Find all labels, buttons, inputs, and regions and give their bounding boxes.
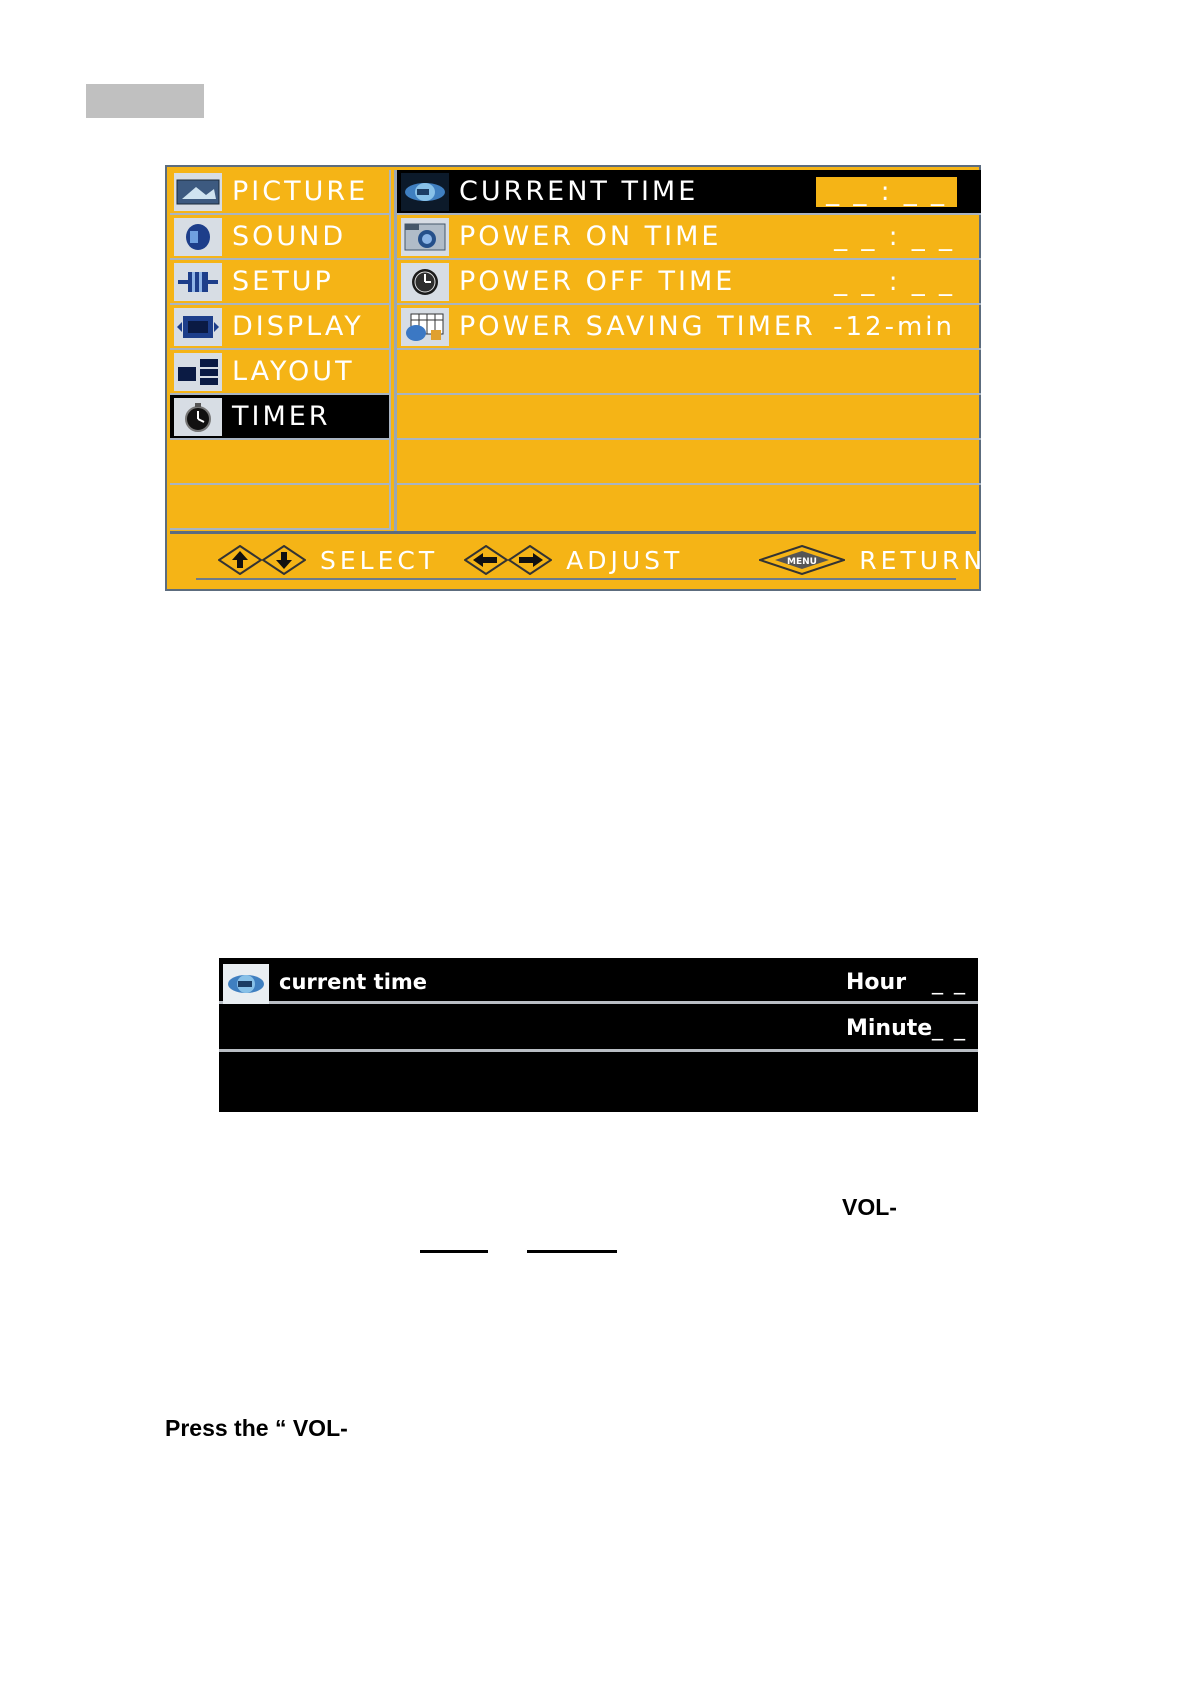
category-empty-slot xyxy=(170,440,391,485)
select-hint: SELECT xyxy=(218,545,438,575)
category-layout[interactable]: LAYOUT xyxy=(170,350,391,395)
layout-icon xyxy=(174,353,222,391)
speaker-icon xyxy=(174,218,222,256)
underline xyxy=(420,1250,488,1253)
picture-icon xyxy=(174,173,222,211)
item-empty-slot xyxy=(397,440,981,485)
minute-label: Minute xyxy=(846,1016,933,1041)
power-on-time-value[interactable]: _ _ : _ _ xyxy=(834,221,955,252)
setup-icon xyxy=(174,263,222,301)
hour-label: Hour xyxy=(846,970,907,995)
menu-key-icon xyxy=(759,545,845,575)
up-arrow-icon xyxy=(218,545,262,575)
globe-icon xyxy=(223,964,269,1004)
item-empty-slot xyxy=(397,350,981,395)
category-setup[interactable]: SETUP xyxy=(170,260,391,305)
category-sound[interactable]: SOUND xyxy=(170,215,391,260)
category-empty-slot xyxy=(170,485,391,530)
down-arrow-icon xyxy=(262,545,306,575)
return-hint: MENU RETURN xyxy=(759,545,986,575)
category-picture[interactable]: PICTURE xyxy=(170,170,391,215)
minute-row[interactable] xyxy=(219,1004,978,1052)
display-icon xyxy=(174,308,222,346)
item-empty-slot xyxy=(397,395,981,440)
category-list xyxy=(170,170,391,534)
panel-title: current time xyxy=(279,970,428,994)
hour-row[interactable] xyxy=(219,958,978,1004)
stopwatch-icon xyxy=(174,398,222,436)
vol-minus-text: VOL- xyxy=(842,1194,897,1220)
item-power-off-time[interactable]: POWER OFF TIME _ _ : _ _ xyxy=(397,260,981,305)
timer-items-list xyxy=(394,170,981,534)
current-time-panel xyxy=(219,958,978,1112)
timer-on-icon xyxy=(401,218,449,256)
underline xyxy=(527,1250,617,1253)
item-power-on-time[interactable]: POWER ON TIME _ _ : _ _ xyxy=(397,215,981,260)
hour-value[interactable]: _ _ xyxy=(932,970,967,995)
osd-footer-hints xyxy=(170,531,987,586)
power-off-time-value[interactable]: _ _ : _ _ xyxy=(834,266,955,297)
timer-osd-menu xyxy=(165,165,987,591)
calendar-icon xyxy=(401,308,449,346)
category-timer[interactable]: TIMER xyxy=(170,395,391,440)
right-arrow-icon xyxy=(508,545,552,575)
globe-icon xyxy=(401,173,449,211)
item-power-saving-timer[interactable]: POWER SAVING TIMER -12-min xyxy=(397,305,981,350)
press-the-vol-text: Press the “ VOL- xyxy=(165,1415,348,1441)
footer-divider xyxy=(196,578,956,580)
power-saving-timer-value[interactable]: -12-min xyxy=(833,311,955,342)
menu-key-label: MENU xyxy=(787,557,818,567)
left-arrow-icon xyxy=(464,545,508,575)
item-current-time[interactable]: CURRENT TIME _ _ : _ _ xyxy=(397,170,981,215)
category-display[interactable]: DISPLAY xyxy=(170,305,391,350)
item-empty-slot xyxy=(397,485,981,528)
clock-icon xyxy=(401,263,449,301)
adjust-hint: ADJUST xyxy=(464,545,683,575)
minute-value[interactable]: _ _ xyxy=(932,1016,967,1041)
section-tab xyxy=(86,84,204,118)
current-time-value[interactable]: _ _ : _ _ xyxy=(816,177,957,207)
